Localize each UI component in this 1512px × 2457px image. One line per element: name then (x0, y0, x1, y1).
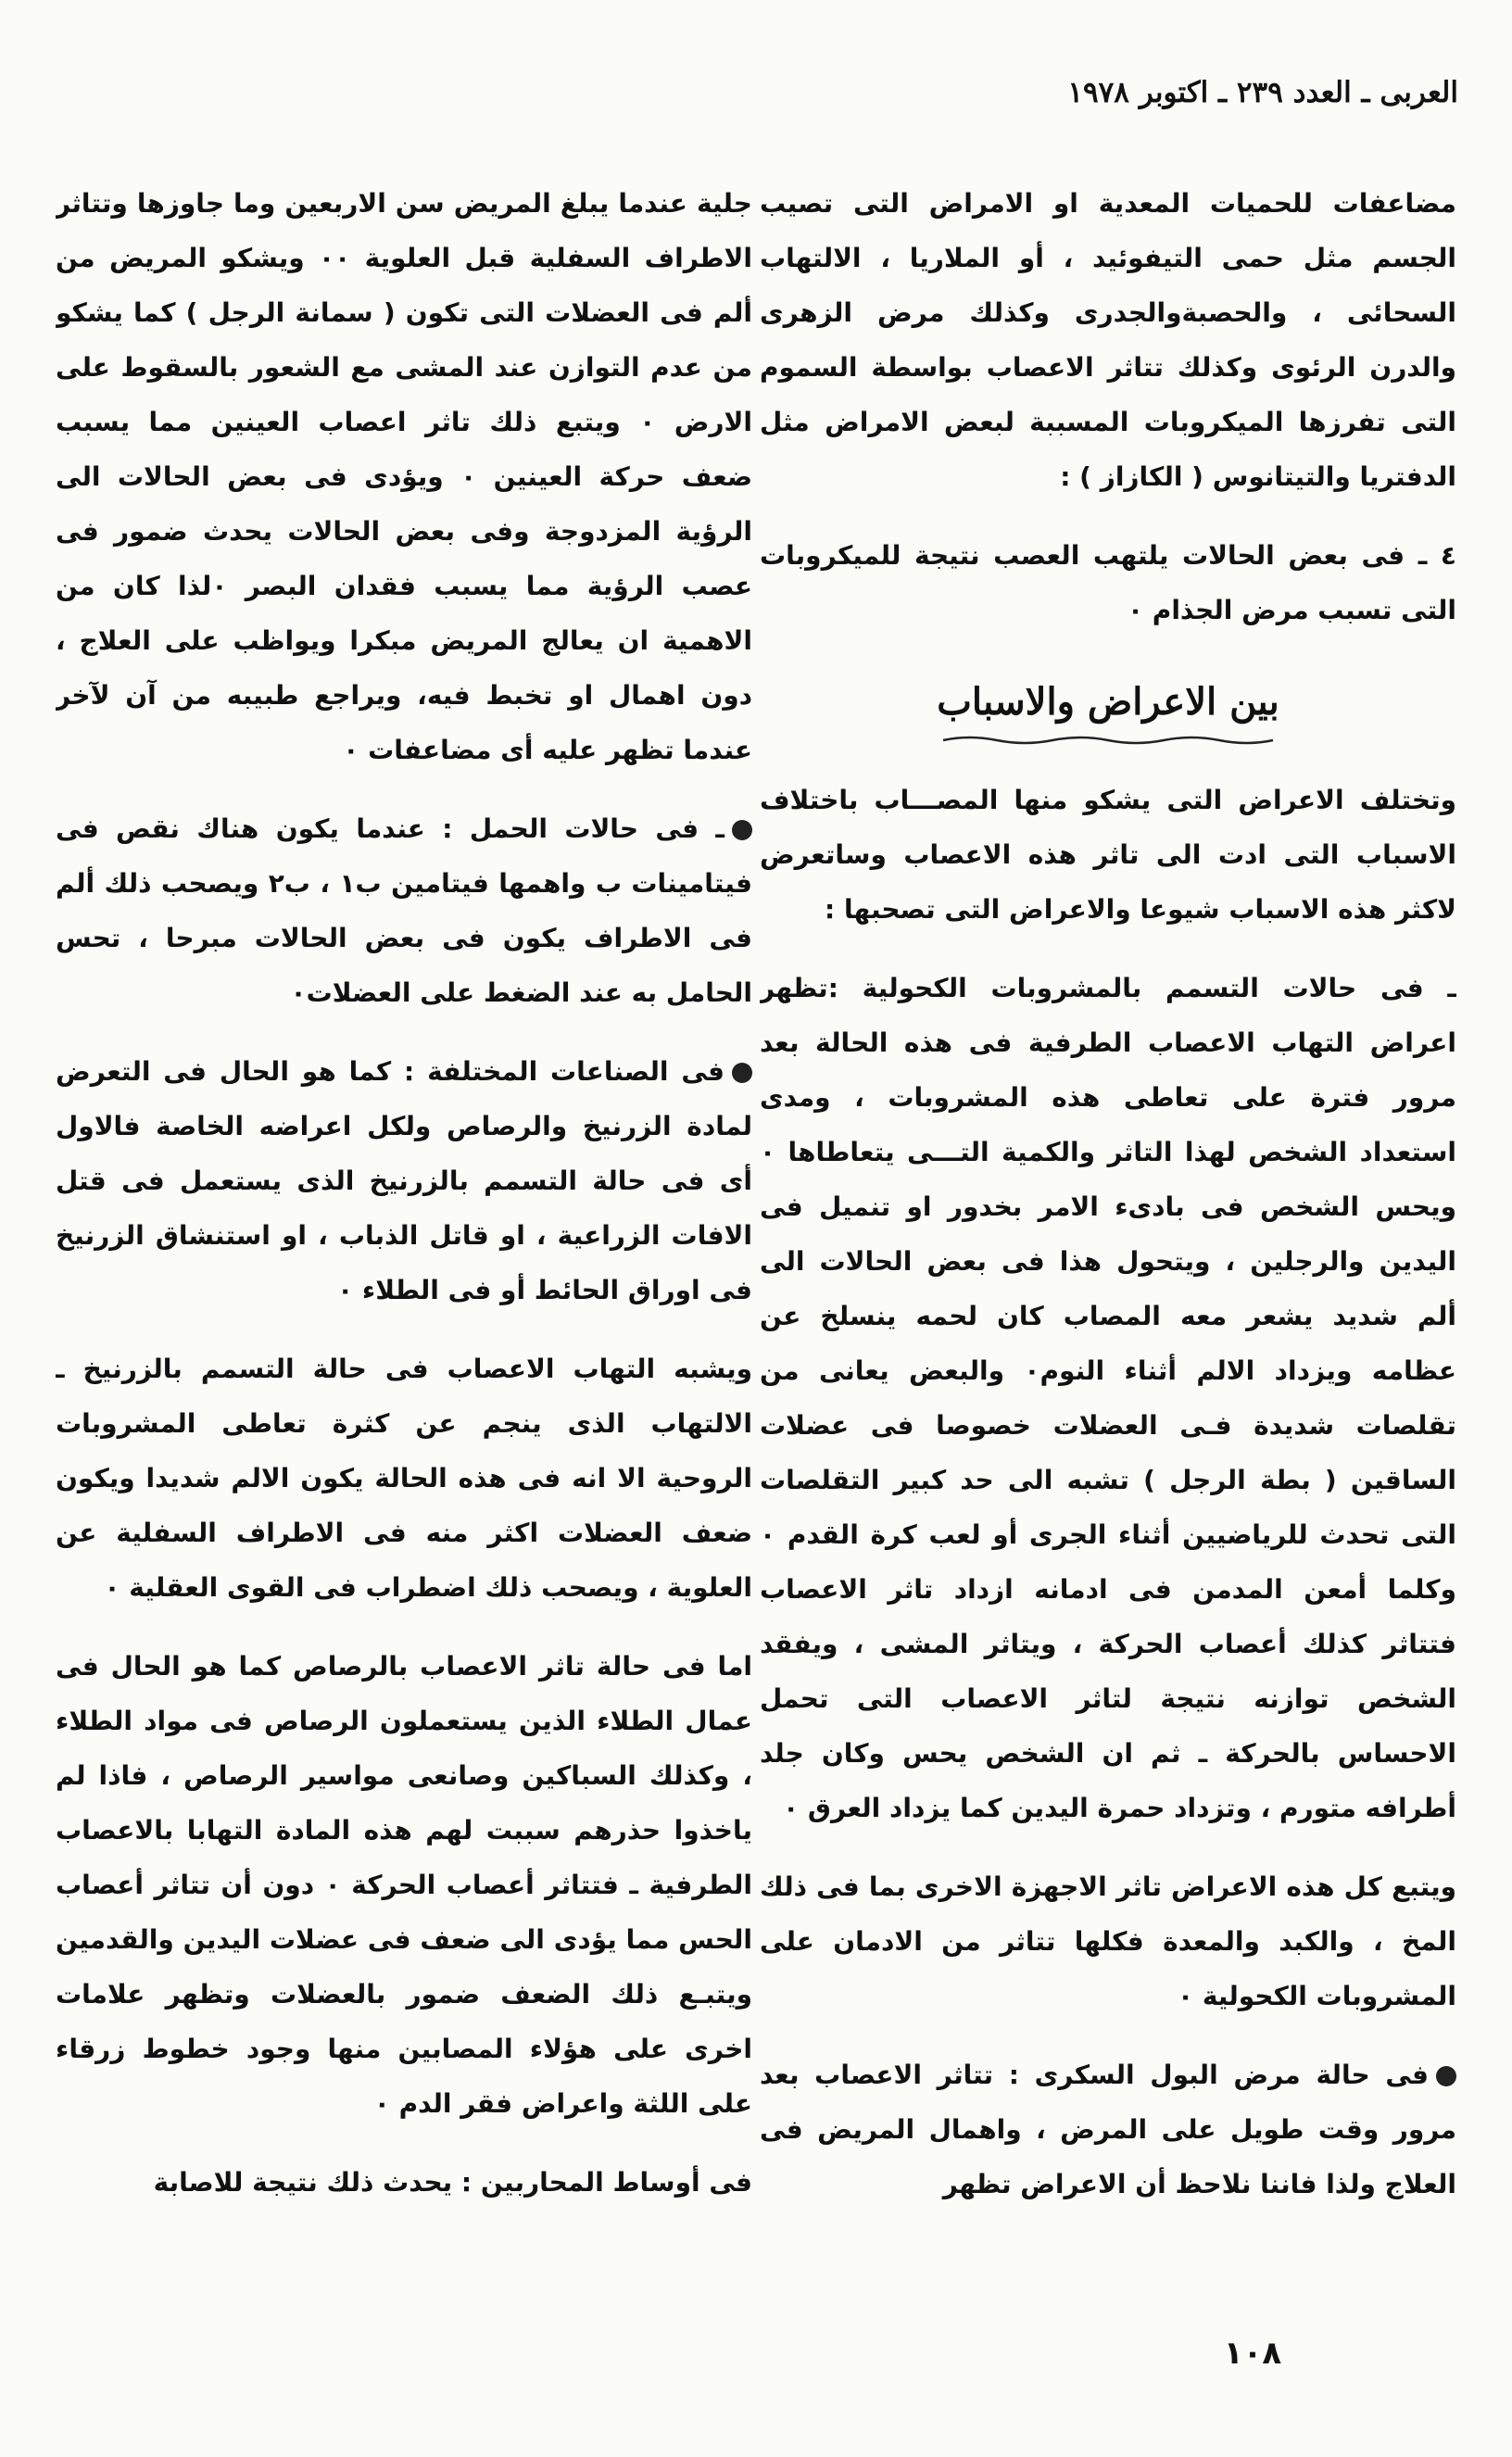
bullet-icon (1436, 2066, 1456, 2086)
paragraph (760, 2048, 1456, 2211)
bullet-icon (732, 1063, 752, 1083)
left-column (56, 176, 752, 2298)
paragraph: ويشبه التهاب الاعصاب فى حالة التسمم بالزرنيخ ـ الالتهاب الذى ينجم عن كثرة تعاطى المشروبات الروحية الا انه فى هذه الحالة يكون الالم شديدا ويكون ضعف العضلات اكثر منه فى الاطراف السفلية عن العلوية ، ويصحب ذلك اضطراب فى القوى العقلية ٠ (56, 1354, 752, 1603)
paragraph: ـ فى حالات التسمم بالمشروبات الكحولية :تظهر اعراض التهاب الاعصاب الطرفية فى هذه الحالة بعد مرور فترة على تعاطى هذه المشروبات ، ومدى استعداد الشخص لهذا التاثر والكمية التـــى يتعاطاها ٠ ويحس الشخص فى بادىء الامر بخدور او تنميل فى اليدين والرجلين ، ويتحول هذا فى بعض الحالات الى ألم شديد يشعر معه المصاب كان لحمه ينسلخ عن عظامه ويزداد الالم أثناء النوم٠ والبعض يعانى من تقلصات شديدة فـى العضلات خصوصا فى عضلات الساقين ( بطة الرجل ) تشبه الى حد كبير التقلصات التى تحدث للرياضيين أثناء الجرى أو لعب كرة القدم ٠ وكلما أمعن المدمن فى ادمانه ازداد تاثر الاعصاب فتتاثر كذلك أعصاب الحركة ، ويتاثر المشى ، ويفقد الشخص توازنه نتيجة لتاثر الاعصاب التى تحمل الاحساس بالحركة ـ ثم ان الشخص يحس وكان جلد أطرافه متورم ، وتزداد حمرة اليدين كما يزداد العرق ٠ (760, 973, 1456, 1823)
paragraph: اما فى حالة تاثر الاعصاب بالرصاص كما هو الحال فى عمال الطلاء الذين يستعملون الرصاص فى مواد الطلاء ، وكذلك السباكين وصانعى مواسير الرصاص ، فاذا لم ياخذوا حذرهم سببت لهم هذه المادة التهابا بالاعصاب الطرفية ـ فتتاثر أعصاب الحركة ٠ دون أن تتاثر أعصاب الحس مما يؤدى الى ضعف فى عضلات اليدين والقدمين ويتبـع ذلك الضعف ضمور بالعضلات وتظهر علامات اخرى على هؤلاء المصابين منها وجود خطوط زرقاء على اللثة واعراض فقر الدم ٠ (56, 1651, 752, 2119)
paragraph: جلية عندما يبلغ المريض سن الاربعين وما جاوزها وتتاثر الاطراف السفلية قبل العلوية ٠٠ ويشكو المريض من ألم فى العضلات التى تكون ( سمانة الرجل ) كما يشكو من عدم التوازن عند المشى مع الشعور بالسقوط على الارض ٠ ويتبع ذلك تاثر اعصاب العينين مما يسبب ضعف حركة العينين ٠ ويؤدى فى بعض الحالات الى الرؤية المزدوجة وفى بعض الحالات يحدث ضمور فى عصب الرؤية مما يسبب فقدان البصر ٠لذا كان من الاهمية ان يعالج المريض مبكرا ويواظب على العلاج ، دون اهمال او تخبط فيه، ويراجع طبيبه من آن لآخر عندما تظهر عليه أى مضاعفات ٠ (56, 188, 752, 765)
paragraph: فى أوساط المحاربين : يحدث ذلك نتيجة للاصابة (153, 2167, 752, 2198)
paragraph-text: ـ فى حالات الحمل : عندما يكون هناك نقص فى فيتامينات ب واهمها فيتامين ب١ ، ب٢ ويصحب ذلك ألم فى الاطراف يكون فى بعض الحالات مبرحا ، تحس الحامل به عند الضغط على العضلات٠ (56, 813, 752, 1008)
running-head: العربى ـ العدد ٢٣٩ ـ اكتوبر ١٩٧٨ (1067, 76, 1458, 109)
paragraph: ٤ ـ فى بعض الحالات يلتهب العصب نتيجة للميكروبات التى تسبب مرض الجذام ٠ (760, 540, 1456, 625)
page-number: ١٠٨ (1223, 2335, 1282, 2372)
paragraph (56, 801, 752, 1020)
paragraph-text: فى حالة مرض البول السكرى : تتاثر الاعصاب بعد مرور وقت طويل على المرض ، واهمال المريض فى العلاج ولذا فاننا نلاحظ أن الاعراض تظهر (760, 2060, 1456, 2199)
section-heading: بين الاعراض والاسباب (937, 680, 1279, 724)
paragraph (56, 1044, 752, 1317)
heading-underline (941, 734, 1275, 747)
paragraph: وتختلف الاعراض التى يشكو منها المصـــاب باختلاف الاسباب التى ادت الى تاثر هذه الاعصاب وساتعرض لاكثر هذه الاسباب شيوعا والاعراض التى تصحبها : (760, 785, 1456, 925)
paragraph-text: فى الصناعات المختلفة : كما هو الحال فى التعرض لمادة الزرنيخ والرصاص ولكل اعراضه الخاصة فالاول أى فى حالة التسمم بالزرنيخ الذى يستعمل فى قتل الافات الزراعية ، او قاتل الذباب ، او استنشاق الزرنيخ فى اوراق الحائط أو فى الطلاء ٠ (56, 1056, 752, 1305)
right-column (760, 176, 1456, 2298)
bullet-icon (732, 820, 752, 840)
paragraph: ويتبع كل هذه الاعراض تاثر الاجهزة الاخرى بما فى ذلك المخ ، والكبد والمعدة فكلها تتاثر من الادمان على المشروبات الكحولية ٠ (760, 1871, 1456, 2011)
paragraph: مضاعفات للحميات المعدية او الامراض التى تصيب الجسم مثل حمى التيفوئيد ، أو الملاريا ، الالتهاب السحائى ، والحصبةوالجدرى وكذلك مرض الزهرى والدرن الرئوى وكذلك تتاثر الاعصاب بواسطة السموم التى تفرزها الميكروبات المسببة لبعض الامراض مثل الدفتريا والتيتانوس ( الكازاز ) : (760, 188, 1456, 492)
